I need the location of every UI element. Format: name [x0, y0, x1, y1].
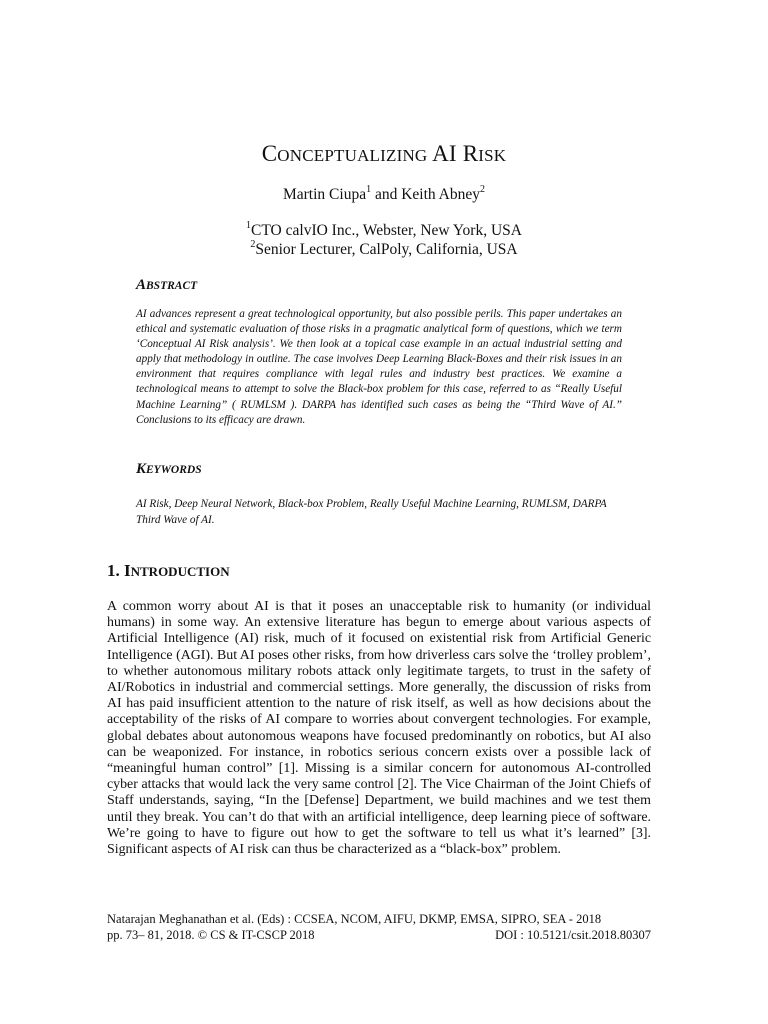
author-2: and Keith Abney	[371, 186, 480, 203]
affiliation-1: $^1$CTO calvIO Inc., Webster, New York, USA	[246, 220, 522, 239]
keywords-heading: KEYWORDS	[136, 461, 202, 477]
footer-pages: pp. 73– 81, 2018. © CS & IT-CSCP 2018	[107, 928, 315, 942]
footer-citation	[107, 927, 651, 943]
footer-doi: DOI : 10.5121/csit.2018.80307	[495, 928, 651, 942]
affiliation-2: $^2$Senior Lecturer, CalPoly, California, USA	[250, 239, 518, 258]
authors-line: Martin Ciupa$^1$ and Keith Abney$^2$	[282, 184, 485, 203]
abstract-text: AI advances represent a great technological opportunity, but also possible perils. This paper undertakes an ethical and systematic evaluation of those risks in a pragmatic analytical form of questions, which we term ‘Conceptual AI Risk analysis’. We then look at a topical case example in an actual industrial setting and apply that methodology in outline. The case involves Deep Learning Black-Boxes and their risk issues in an environment that requires compliance with legal rules and industry best practices. We examine a technological means to attempt to solve the Black-box problem for this case, referred to as “Really Useful Machine Learning” ( RUMLSM ). DARPA has identified such cases as being the “Third Wave of AI.” Conclusions to its efficacy are drawn.	[136, 308, 622, 426]
paper-title: CONCEPTUALIZING AI RISK	[261, 141, 507, 166]
keywords-text: AI Risk, Deep Neural Network, Black-box Problem, Really Useful Machine Learning, RUMLSM, DARPA Third Wave of AI.	[136, 498, 607, 526]
author-1: Martin Ciupa	[282, 186, 367, 203]
footer-proceedings: Natarajan Meghanathan et al. (Eds) : CCSEA, NCOM, AIFU, DKMP, EMSA, SIPRO, SEA - 2018	[107, 912, 602, 926]
introduction-heading: 1. INTRODUCTION	[107, 561, 230, 580]
abstract-heading: ABSTRACT	[136, 277, 198, 293]
introduction-paragraph: A common worry about AI is that it poses an unacceptable risk to humanity (or individual humans) in some way. An extensive literature has begun to emerge about various aspects of Artificial Intelligence (AI) risk, much of it focused on existential risk from Artificial Generic Intelligence (AGI). But AI poses other risks, from how driverless cars solve the ‘trolley problem’, to whether autonomous military robots attack only legitimate targets, to trust in the safety of AI/Robotics in industrial and commercial settings. More generally, the discussion of risks from AI has paid insufficient attention to the nature of risk itself, as well as how decisions about the acceptability of the risks of AI compare to worries about convergent technologies. For example, global debates about autonomous weapons have focused predominantly on robotics, but AI also can be weaponized. For instance, in robotics serious concern exists over a possible lack of “meaningful human control” [1]. Missing is a similar concern for autonomous AI-controlled cyber attacks that would lack the very same control [2]. The Vice Chairman of the Joint Chiefs of Staff understands, saying, “In the [Defense] Department, we build machines and we test them until they break. You can’t do that with an artificial intelligence, deep learning piece of software. We’re going to have to figure out how to get the software to tell us what it’s learned” [3]. Significant aspects of AI risk can thus be characterized as a “black-box” problem.	[107, 599, 651, 858]
